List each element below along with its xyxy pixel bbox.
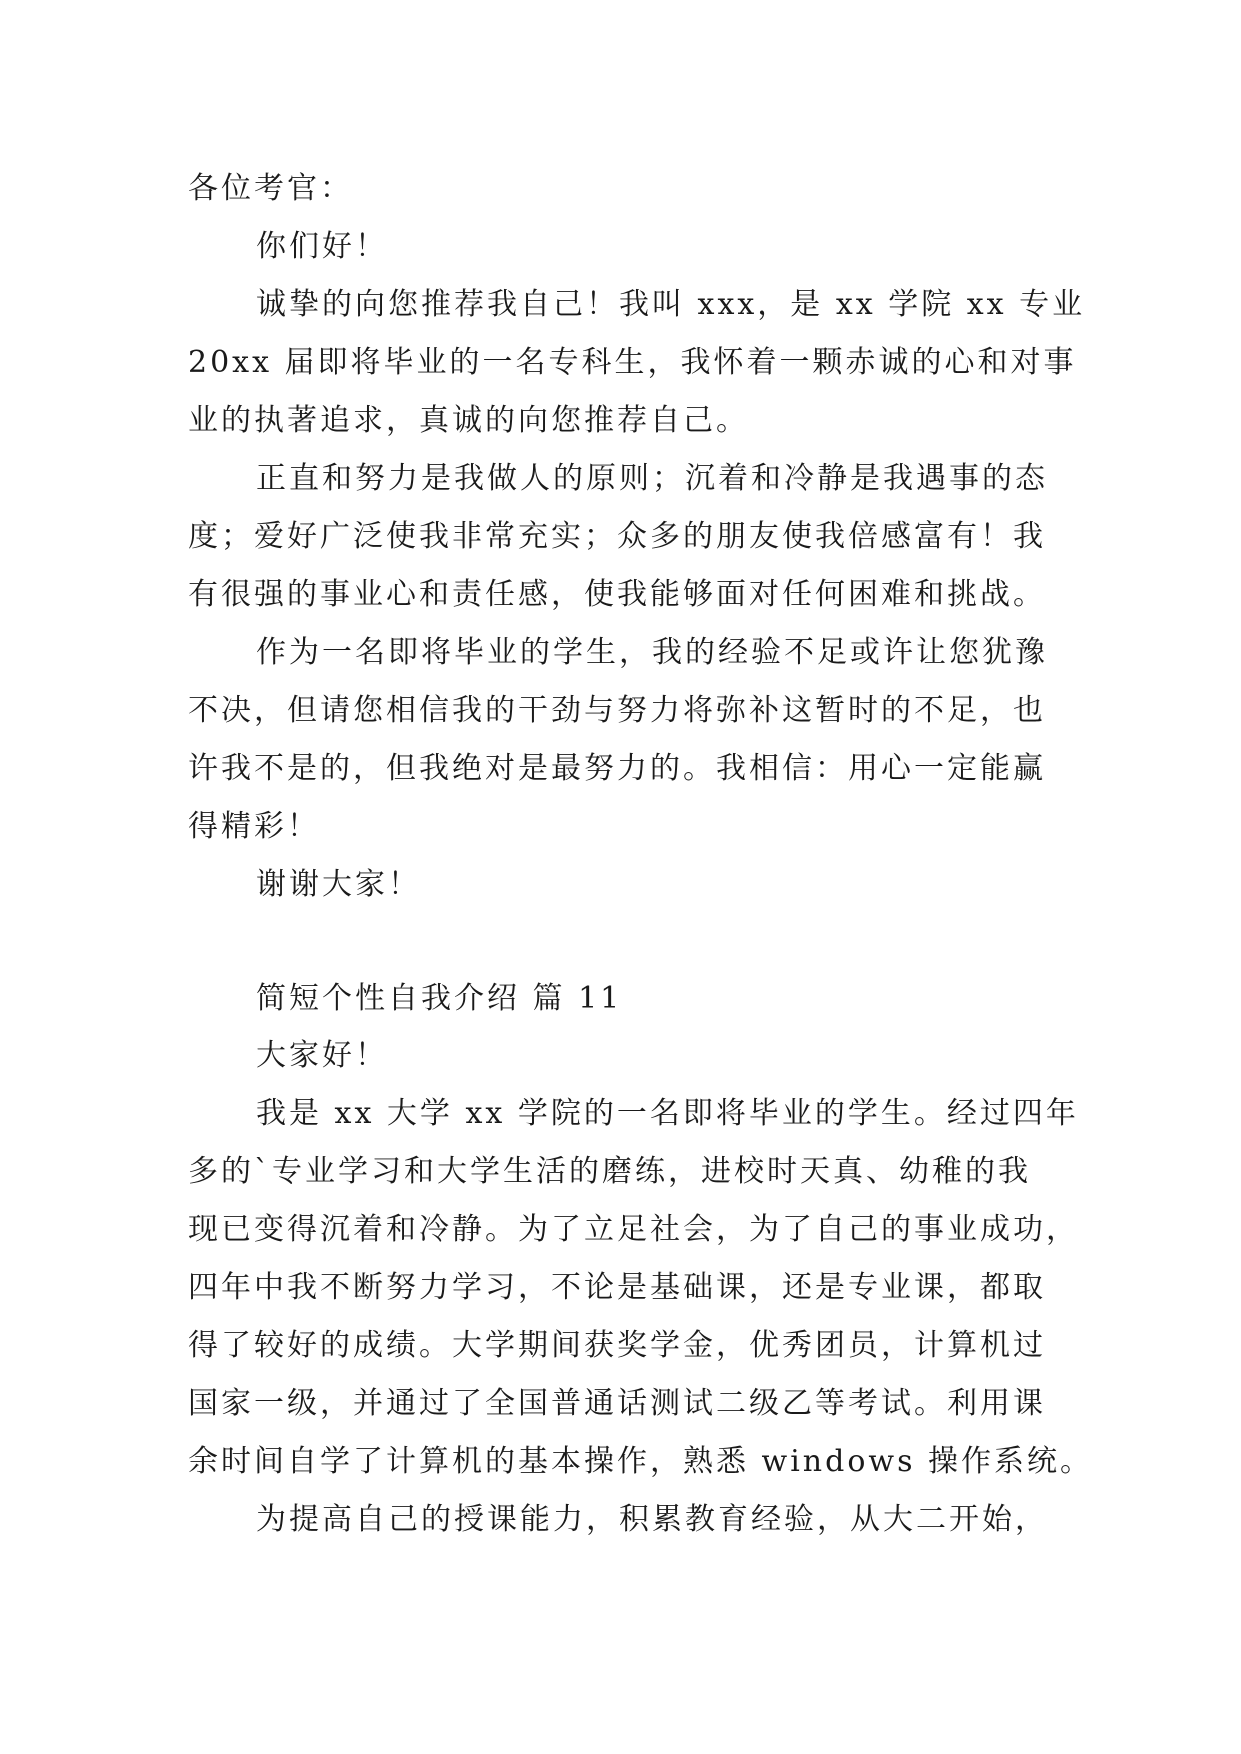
paragraph-line: 20xx 届即将毕业的一名专科生，我怀着一颗赤诚的心和对事 (188, 345, 1077, 380)
closing-line: 谢谢大家！ (256, 867, 421, 902)
greeting: 大家好！ (256, 1038, 388, 1073)
paragraph-line: 为提高自己的授课能力，积累教育经验，从大二开始， (256, 1502, 1048, 1537)
greeting: 你们好！ (256, 229, 388, 264)
salutation: 各位考官： (188, 171, 353, 206)
paragraph-line: 四年中我不断努力学习，不论是基础课，还是专业课，都取 (188, 1270, 1046, 1305)
paragraph-line: 余时间自学了计算机的基本操作，熟悉 windows 操作系统。 (188, 1444, 1094, 1479)
paragraph-line: 现已变得沉着和冷静。为了立足社会，为了自己的事业成功， (188, 1212, 1079, 1247)
paragraph-line: 正直和努力是我做人的原则；沉着和冷静是我遇事的态 (256, 461, 1048, 496)
paragraph-line: 作为一名即将毕业的学生，我的经验不足或许让您犹豫 (256, 635, 1048, 670)
paragraph-line: 许我不是的，但我绝对是最努力的。我相信：用心一定能赢 (188, 751, 1046, 786)
paragraph-line: 得精彩！ (188, 809, 320, 844)
paragraph-line: 度；爱好广泛使我非常充实；众多的朋友使我倍感富有！我 (188, 519, 1046, 554)
paragraph-line: 不决，但请您相信我的干劲与努力将弥补这暂时的不足，也 (188, 693, 1046, 728)
paragraph-line: 我是 xx 大学 xx 学院的一名即将毕业的学生。经过四年 (256, 1096, 1079, 1131)
paragraph-line: 有很强的事业心和责任感，使我能够面对任何困难和挑战。 (188, 577, 1046, 612)
paragraph-line: 诚挚的向您推荐我自己！我叫 xxx，是 xx 学院 xx 专业 (256, 287, 1086, 322)
paragraph-line: 业的执著追求，真诚的向您推荐自己。 (188, 403, 749, 438)
paragraph-line: 得了较好的成绩。大学期间获奖学金，优秀团员，计算机过 (188, 1328, 1046, 1363)
paragraph-line: 国家一级，并通过了全国普通话测试二级乙等考试。利用课 (188, 1386, 1046, 1421)
section-heading: 简短个性自我介绍 篇 11 (256, 981, 623, 1016)
paragraph-line: 多的`专业学习和大学生活的磨练，进校时天真、幼稚的我 (188, 1154, 1031, 1189)
